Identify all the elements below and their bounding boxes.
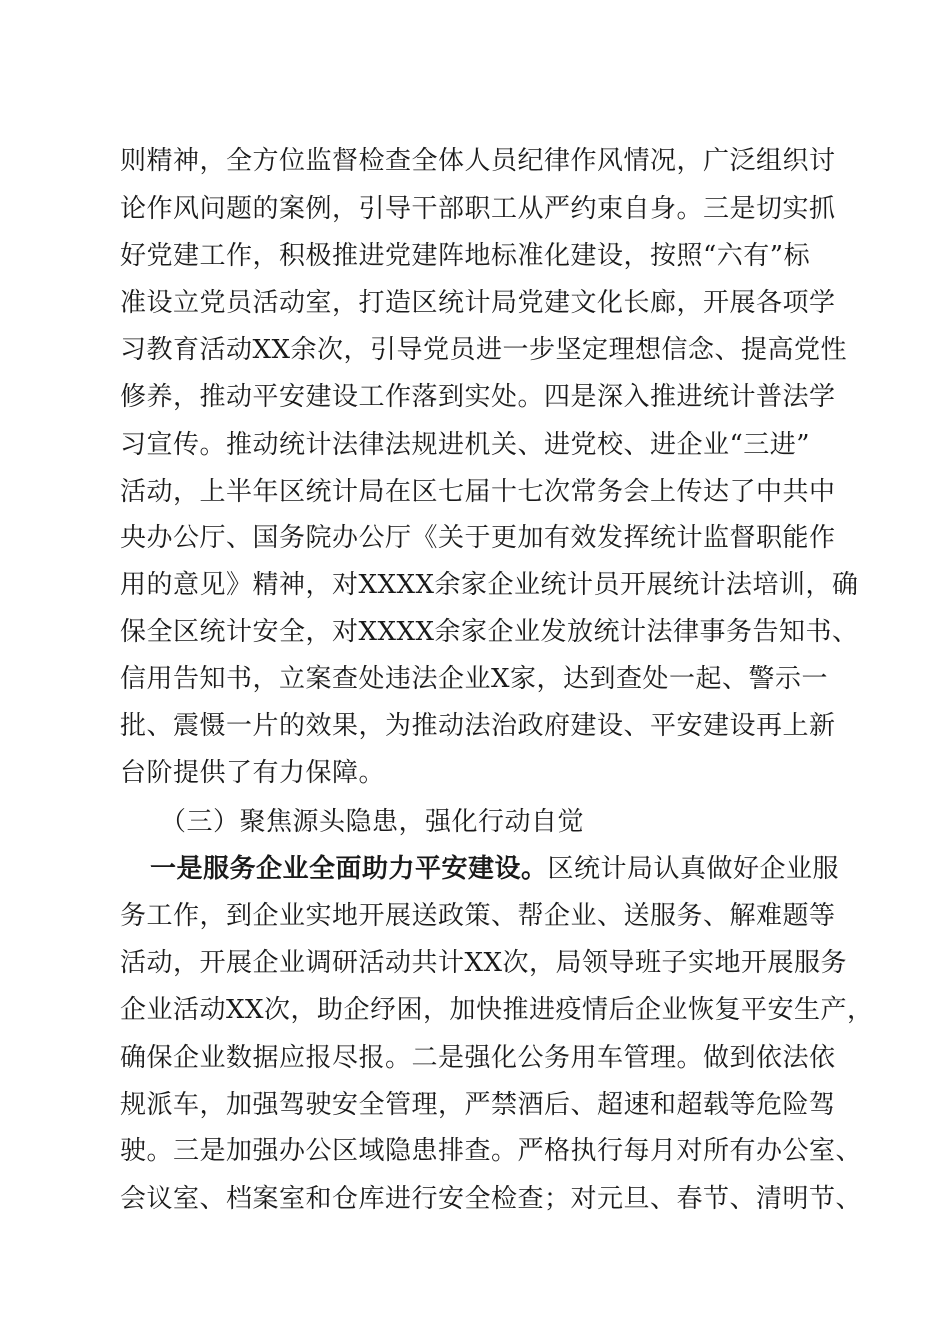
paragraph-line: 信用告知书，立案查处违法企业X家，达到查处一起、警示一	[120, 664, 829, 694]
paragraph-line: 习宣传。推动统计法律法规进机关、进党校、进企业“三进”	[120, 430, 811, 460]
paragraph-line: 批、震慑一片的效果，为推动法治政府建设、平安建设再上新	[120, 711, 836, 741]
paragraph-line: 务工作，到企业实地开展送政策、帮企业、送服务、解难题等	[120, 901, 836, 931]
bold-lead: 一是服务企业全面助力平安建设。	[150, 854, 548, 884]
paragraph-line: 则精神，全方位监督检查全体人员纪律作风情况，广泛组织讨	[120, 146, 836, 176]
paragraph-line: 企业活动XX次，助企纾困，加快推进疫情后企业恢复平安生产，	[120, 995, 874, 1025]
paragraph-line: 确保企业数据应报尽报。二是强化公务用车管理。做到依法依	[120, 1043, 836, 1073]
paragraph-line: 规派车，加强驾驶安全管理，严禁酒后、超速和超载等危险驾	[120, 1090, 836, 1120]
paragraph-line: 用的意见》精神，对XXXX余家企业统计员开展统计法培训，确	[120, 570, 859, 600]
paragraph-first-line	[150, 849, 860, 889]
first-line-rest: 区统计局认真做好企业服	[547, 854, 840, 884]
paragraph-line: 准设立党员活动室，打造区统计局党建文化长廊，开展各项学	[120, 288, 836, 318]
section-heading: （三）聚焦源头隐患，强化行动自觉	[160, 807, 585, 837]
paragraph-line: 活动，开展企业调研活动共计XX次，局领导班子实地开展服务	[120, 948, 848, 978]
paragraph-line: 保全区统计安全，对XXXX余家企业发放统计法律事务告知书、	[120, 617, 859, 647]
paragraph-line: 台阶提供了有力保障。	[120, 758, 386, 788]
paragraph-line: 会议室、档案室和仓库进行安全检查；对元旦、春节、清明节、	[120, 1184, 863, 1214]
paragraph-line: 修养，推动平安建设工作落到实处。四是深入推进统计普法学	[120, 382, 836, 412]
paragraph-line: 习教育活动XX余次，引导党员进一步坚定理想信念、提高党性	[120, 335, 848, 365]
paragraph-line: 驶。三是加强办公区域隐患排查。严格执行每月对所有办公室、	[120, 1136, 863, 1166]
paragraph-line: 活动，上半年区统计局在区七届十七次常务会上传达了中共中	[120, 477, 836, 507]
paragraph-line: 好党建工作，积极推进党建阵地标准化建设，按照“六有”标	[120, 241, 811, 271]
paragraph-line: 论作风问题的案例，引导干部职工从严约束自身。三是切实抓	[120, 194, 836, 224]
paragraph-line: 央办公厅、国务院办公厅《关于更加有效发挥统计监督职能作	[120, 523, 836, 553]
